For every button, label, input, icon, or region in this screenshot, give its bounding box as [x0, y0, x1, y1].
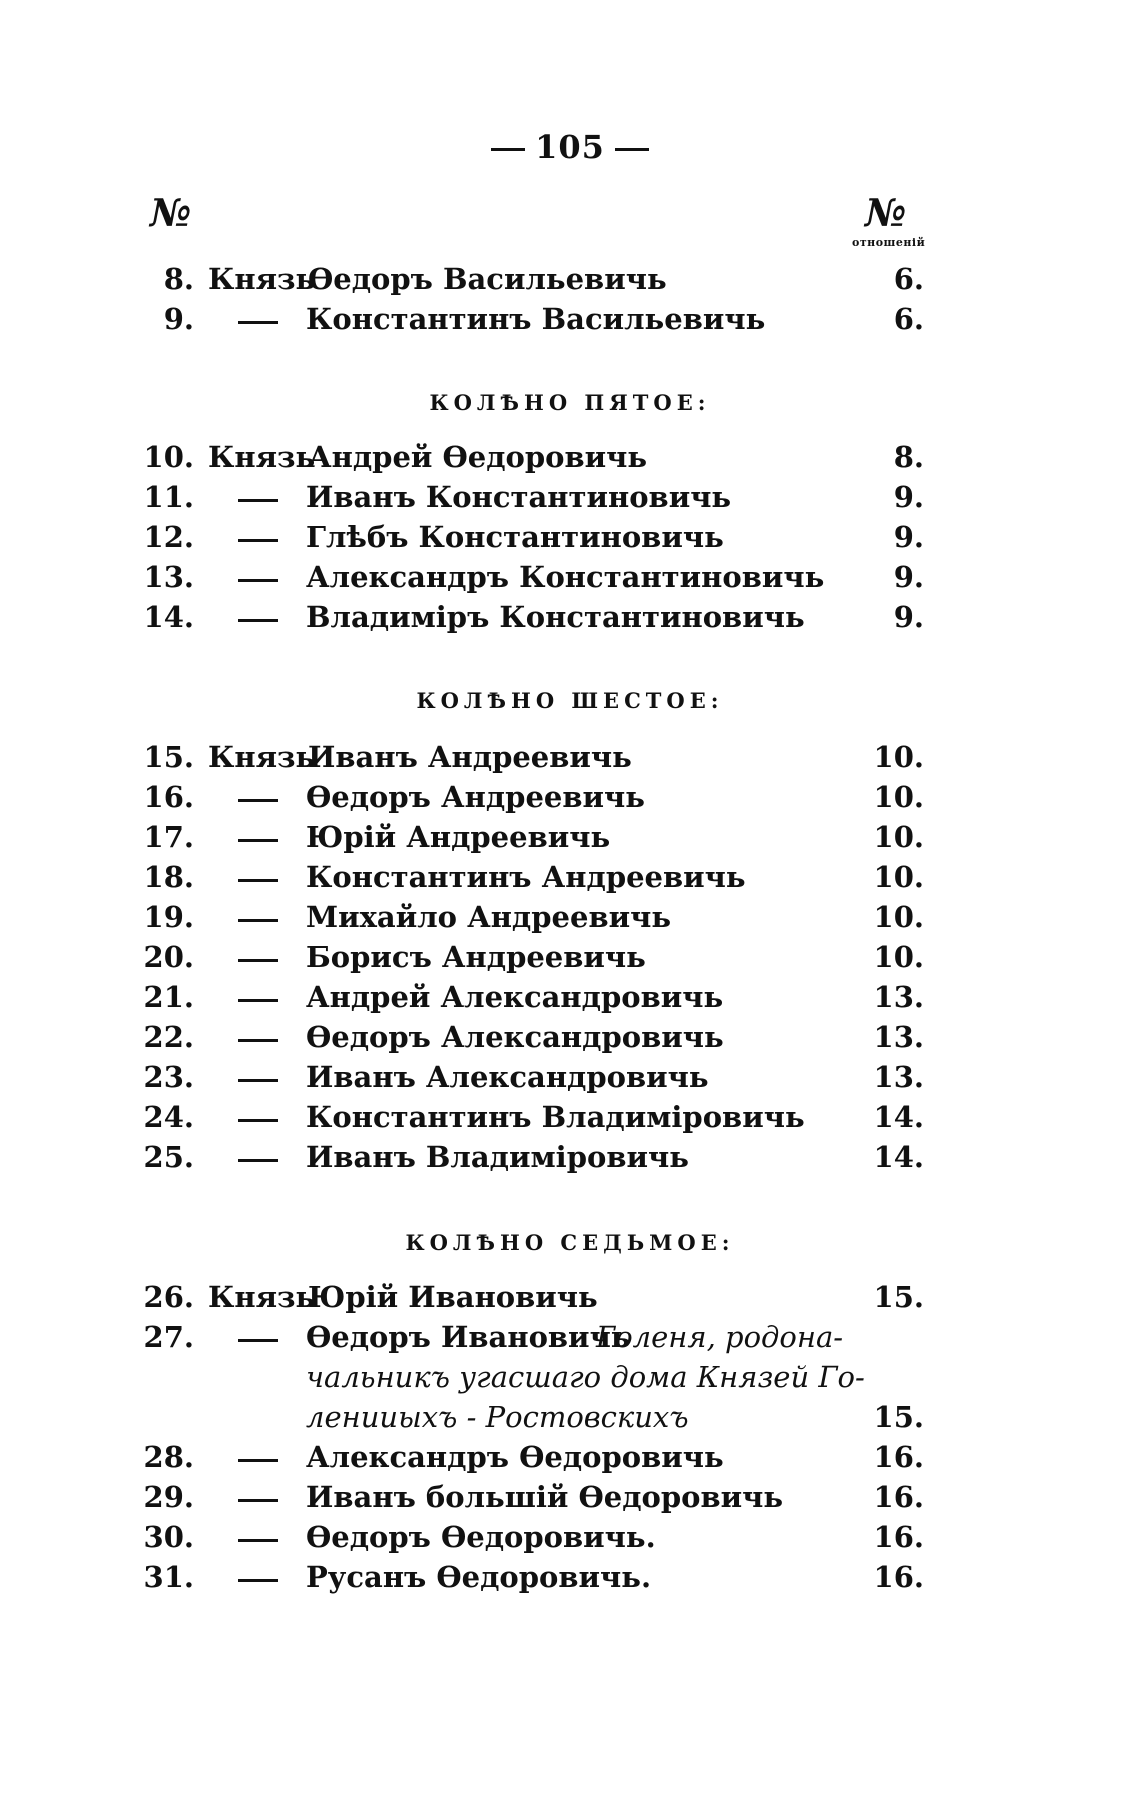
- ditto-dash: [238, 321, 278, 324]
- entry-name: Константинъ Андреевичь: [306, 860, 746, 894]
- list-item: [0, 440, 1140, 480]
- entry-reference: 10.: [873, 860, 924, 894]
- ditto-dash: [238, 839, 278, 842]
- ditto-dash: [238, 1459, 278, 1462]
- entry-reference: 10.: [873, 820, 924, 854]
- entry-reference: 9.: [893, 480, 924, 514]
- ditto-dash: [238, 1079, 278, 1082]
- entry-reference: 13.: [873, 980, 924, 1014]
- ditto-dash: [238, 1579, 278, 1582]
- ditto-dash: [238, 999, 278, 1002]
- entry-name: Владиміръ Константиновичь: [306, 600, 805, 634]
- entry-number: 26.: [143, 1280, 194, 1314]
- entry-reference: 13.: [873, 1020, 924, 1054]
- entry-name: Михайло Андреевичь: [306, 900, 672, 934]
- list-item: [0, 302, 1140, 342]
- list-item: [0, 1100, 1140, 1140]
- column-heading-reference: №: [865, 190, 907, 235]
- entry-reference: 15.: [873, 1280, 924, 1314]
- entry-reference: 16.: [873, 1480, 924, 1514]
- list-item: [0, 262, 1140, 302]
- entry-name: Өедоръ Өедоровичь.: [306, 1520, 656, 1554]
- entry-name: Иванъ Александровичь: [306, 1060, 709, 1094]
- entry-name: Александръ Константиновичь: [306, 560, 825, 594]
- entry-reference: 13.: [873, 1060, 924, 1094]
- list-item-continuation: [0, 1400, 1140, 1440]
- entry-name: Өедоръ Васильевичь: [308, 262, 667, 296]
- ditto-dash: [238, 539, 278, 542]
- ditto-dash: [238, 1039, 278, 1042]
- entry-name: Константинъ Владиміровичь: [306, 1100, 805, 1134]
- ditto-dash: [238, 1499, 278, 1502]
- page-number: 105: [535, 128, 605, 166]
- entry-number: 31.: [143, 1560, 194, 1594]
- entry-name: Иванъ Андреевичь: [308, 740, 632, 774]
- entry-title: Князь: [208, 740, 316, 774]
- section-title: КОЛѢНО СЕДЬМОЕ:: [405, 1230, 735, 1255]
- list-item: [0, 1140, 1140, 1180]
- list-item: [0, 1520, 1140, 1560]
- ditto-dash: [238, 619, 278, 622]
- entry-reference: 15.: [873, 1400, 924, 1434]
- entry-name: Юрій Ивановичь: [308, 1280, 598, 1314]
- entry-name: Иванъ Константиновичь: [306, 480, 732, 514]
- entry-reference: 14.: [873, 1140, 924, 1174]
- list-item: [0, 980, 1140, 1020]
- ditto-dash: [238, 959, 278, 962]
- entry-name: Иванъ Владиміровичь: [306, 1140, 689, 1174]
- entry-number: 13.: [143, 560, 194, 594]
- list-item-multiline: [0, 1320, 1140, 1360]
- entry-number: 20.: [143, 940, 194, 974]
- entry-number: 12.: [143, 520, 194, 554]
- list-item: [0, 1020, 1140, 1060]
- entry-number: 19.: [143, 900, 194, 934]
- entry-title: Князь: [208, 1280, 316, 1314]
- entry-name: Борисъ Андреевичь: [306, 940, 646, 974]
- entry-reference: 9.: [893, 560, 924, 594]
- list-item: [0, 860, 1140, 900]
- entry-name: Константинъ Васильевичь: [306, 302, 766, 336]
- entry-reference: 16.: [873, 1560, 924, 1594]
- entry-name: Александръ Өедоровичь: [306, 1440, 724, 1474]
- entry-number: 8.: [163, 262, 194, 296]
- entry-name: Юрій Андреевичь: [306, 820, 611, 854]
- entry-number: 17.: [143, 820, 194, 854]
- entry-name: Андрей Өедоровичь: [308, 440, 648, 474]
- ditto-dash: [238, 1159, 278, 1162]
- entry-name: Иванъ большій Өедоровичь: [306, 1480, 784, 1514]
- entry-number: 29.: [143, 1480, 194, 1514]
- list-item: [0, 820, 1140, 860]
- entry-reference: 9.: [893, 600, 924, 634]
- entry-name: Глѣбъ Константиновичь: [306, 520, 724, 554]
- entry-number: 16.: [143, 780, 194, 814]
- list-item: [0, 480, 1140, 520]
- entry-number: 28.: [143, 1440, 194, 1474]
- entry-reference: 9.: [893, 520, 924, 554]
- entry-reference: 6.: [893, 302, 924, 336]
- list-item: [0, 1280, 1140, 1320]
- entry-reference: 6.: [893, 262, 924, 296]
- entry-reference: 16.: [873, 1440, 924, 1474]
- entry-number: 24.: [143, 1100, 194, 1134]
- entry-number: 23.: [143, 1060, 194, 1094]
- column-heading-reference-subtitle: отношеній: [852, 236, 926, 249]
- ditto-dash: [238, 799, 278, 802]
- entry-reference: 10.: [873, 940, 924, 974]
- entry-reference: 16.: [873, 1520, 924, 1554]
- ditto-dash: [238, 919, 278, 922]
- entry-name: Русанъ Өедоровичь.: [306, 1560, 652, 1594]
- list-item: [0, 1480, 1140, 1520]
- entry-reference: 8.: [893, 440, 924, 474]
- entry-number: 11.: [143, 480, 194, 514]
- dash-left: [491, 148, 525, 151]
- entry-number: 27.: [143, 1320, 194, 1354]
- list-item: [0, 900, 1140, 940]
- ditto-dash: [238, 499, 278, 502]
- ditto-dash: [238, 1339, 278, 1342]
- entry-name: Өедоръ Андреевичь: [306, 780, 645, 814]
- entry-number: 18.: [143, 860, 194, 894]
- entry-number: 21.: [143, 980, 194, 1014]
- list-item: [0, 780, 1140, 820]
- entry-name: Андрей Александровичь: [306, 980, 724, 1014]
- entry-name: Өедоръ Ивановичь: [306, 1320, 631, 1354]
- entry-title: Князь: [208, 440, 316, 474]
- entry-description-line-3: ленииыхъ - Ростовскихъ: [306, 1400, 689, 1434]
- entry-number: 22.: [143, 1020, 194, 1054]
- ditto-dash: [238, 579, 278, 582]
- entry-reference: 14.: [873, 1100, 924, 1134]
- entry-number: 30.: [143, 1520, 194, 1554]
- list-item: [0, 1440, 1140, 1480]
- column-heading-number: №: [150, 190, 192, 235]
- list-item: [0, 560, 1140, 600]
- entry-number: 25.: [143, 1140, 194, 1174]
- list-item: [0, 1060, 1140, 1100]
- ditto-dash: [238, 879, 278, 882]
- entry-description-line-1: Голеня, родона-: [596, 1320, 844, 1354]
- entry-number: 10.: [143, 440, 194, 474]
- entry-name: Өедоръ Александровичь: [306, 1020, 724, 1054]
- entry-number: 14.: [143, 600, 194, 634]
- entry-description-line-2: чальникъ угасшаго дома Князей Го-: [306, 1360, 865, 1394]
- list-item: [0, 740, 1140, 780]
- section-title: КОЛѢНО ПЯТОЕ:: [429, 390, 711, 415]
- section-title: КОЛѢНО ШЕСТОЕ:: [416, 688, 724, 713]
- ditto-dash: [238, 1119, 278, 1122]
- dash-right: [615, 148, 649, 151]
- entry-reference: 10.: [873, 740, 924, 774]
- list-item: [0, 600, 1140, 640]
- ditto-dash: [238, 1539, 278, 1542]
- entry-reference: 10.: [873, 780, 924, 814]
- list-item: [0, 1560, 1140, 1600]
- entry-number: 9.: [163, 302, 194, 336]
- entry-number: 15.: [143, 740, 194, 774]
- list-item: [0, 520, 1140, 560]
- page-number-line: [0, 128, 1140, 166]
- list-item: [0, 940, 1140, 980]
- entry-reference: 10.: [873, 900, 924, 934]
- entry-title: Князь: [208, 262, 316, 296]
